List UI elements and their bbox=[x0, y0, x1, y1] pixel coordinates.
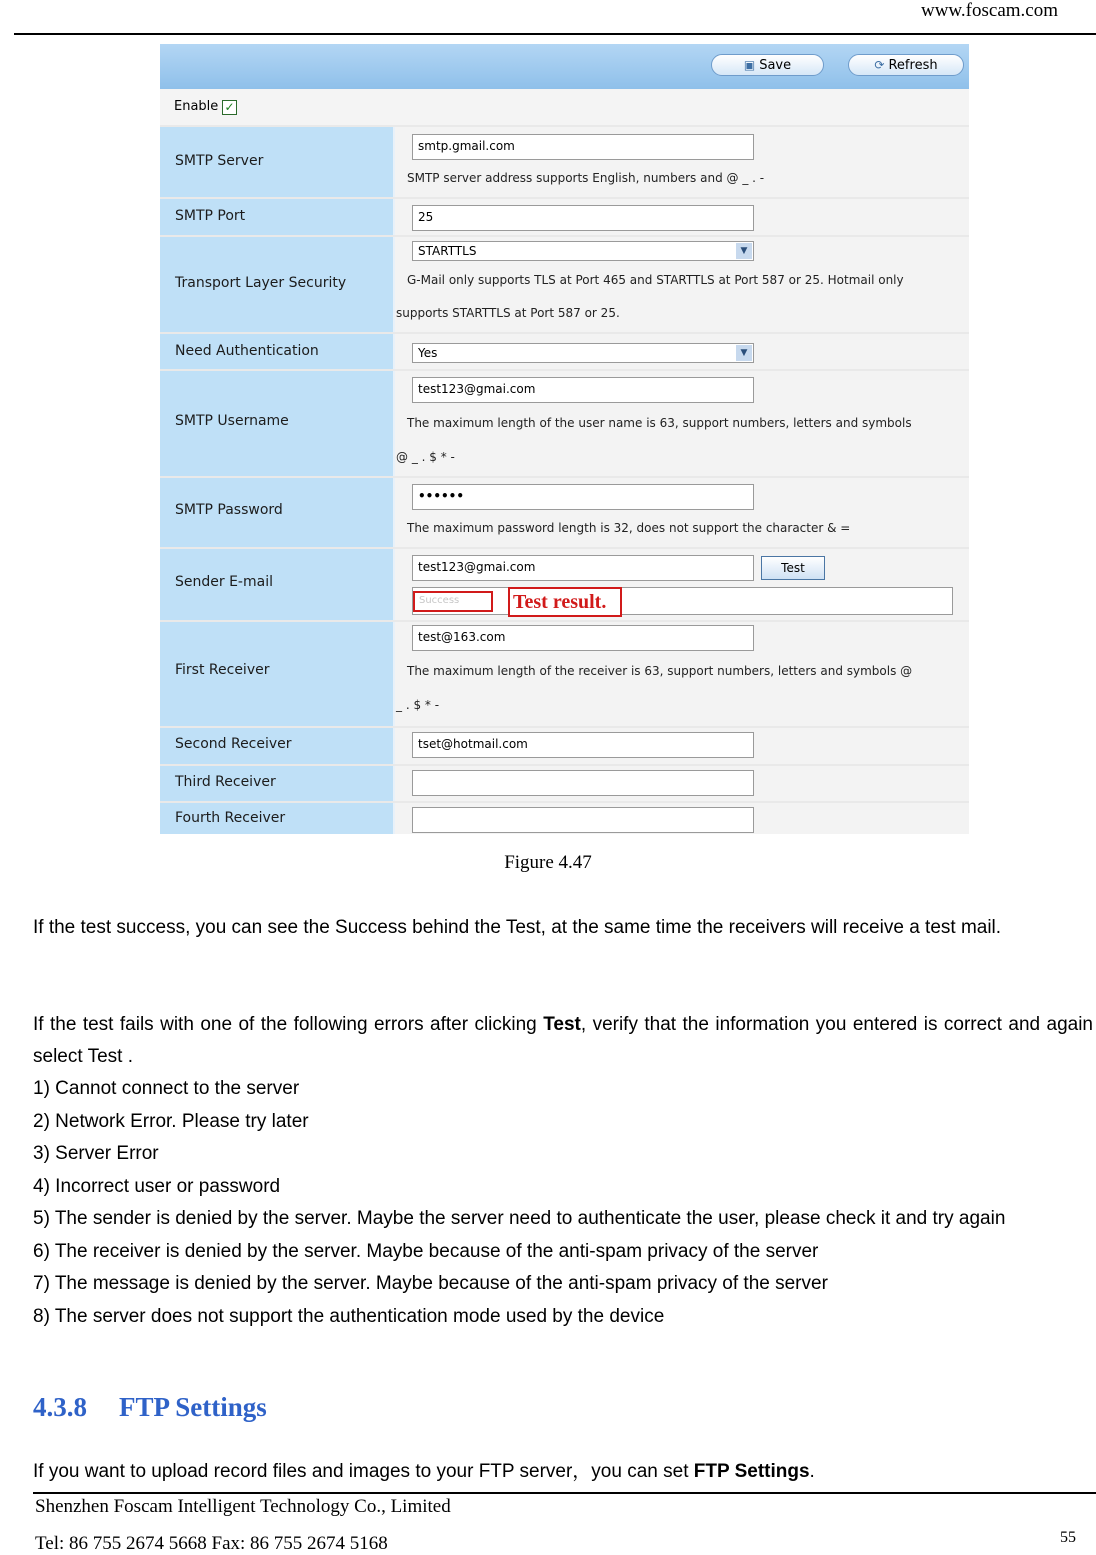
test-result-box bbox=[412, 587, 953, 615]
first-receiver-hint-line1: The maximum length of the receiver is 63, support numbers, letters and symbols @ bbox=[407, 664, 913, 678]
paragraph-test-fail bbox=[33, 1009, 1093, 1073]
footer-company: Shenzhen Foscam Intelligent Technology Co., Limited bbox=[35, 1496, 451, 1517]
smtp-port-label: SMTP Port bbox=[175, 208, 246, 224]
list-item: 5) The sender is denied by the server. Maybe the server need to authenticate the user, please check it and try again bbox=[33, 1208, 1006, 1229]
list-item: 6) The receiver is denied by the server. Maybe because of the anti-spam privacy of the server bbox=[33, 1240, 819, 1262]
refresh-icon: ⟳ bbox=[874, 58, 885, 72]
second-receiver-row bbox=[160, 726, 969, 764]
smtp-server-hint: SMTP server address supports English, numbers and @ _ . - bbox=[407, 171, 765, 185]
mail-settings-screenshot bbox=[160, 44, 969, 834]
smtp-server-row bbox=[160, 125, 969, 197]
smtp-username-row bbox=[160, 369, 969, 476]
smtp-username-hint-line1: The maximum length of the user name is 63, support numbers, letters and symbols bbox=[407, 416, 912, 430]
save-label: Save bbox=[759, 57, 792, 73]
page-number: 55 bbox=[1060, 1529, 1076, 1546]
section-number: 4.3.8 bbox=[33, 1392, 87, 1422]
paragraph-ftp bbox=[33, 1456, 1093, 1488]
header-url: www.foscam.com bbox=[920, 0, 1058, 21]
sender-email-input[interactable]: test123@gmai.com bbox=[412, 555, 754, 581]
footer-contact: Tel: 86 755 2674 5668 Fax: 86 755 2674 5168 bbox=[35, 1533, 388, 1554]
footer-divider bbox=[33, 1492, 1096, 1494]
test-fail-text-2: , verify that the information you entered is correct and again select Test . bbox=[33, 1014, 1093, 1067]
error-list bbox=[33, 1073, 1093, 1333]
tls-hint-line1: G-Mail only supports TLS at Port 465 and STARTTLS at Port 587 or 25. Hotmail only bbox=[407, 273, 904, 287]
smtp-password-row bbox=[160, 476, 969, 547]
enable-checkbox[interactable]: ✓ bbox=[222, 100, 237, 115]
sender-email-label: Sender E-mail bbox=[175, 574, 273, 590]
ftp-bold: FTP Settings bbox=[693, 1461, 810, 1482]
smtp-port-input[interactable]: 25 bbox=[412, 205, 754, 231]
refresh-button[interactable] bbox=[848, 54, 964, 76]
tls-label: Transport Layer Security bbox=[175, 275, 347, 291]
smtp-username-label: SMTP Username bbox=[175, 413, 289, 429]
smtp-server-input[interactable]: smtp.gmail.com bbox=[412, 134, 754, 160]
need-auth-select-value: Yes bbox=[418, 346, 438, 360]
first-receiver-label: First Receiver bbox=[175, 662, 270, 678]
section-heading bbox=[33, 1392, 267, 1423]
refresh-label: Refresh bbox=[888, 57, 938, 73]
smtp-password-label: SMTP Password bbox=[175, 502, 283, 518]
fourth-receiver-row bbox=[160, 801, 969, 834]
save-button[interactable] bbox=[711, 54, 824, 76]
second-receiver-input[interactable]: tset@hotmail.com bbox=[412, 732, 754, 758]
list-item: 2) Network Error. Please try later bbox=[33, 1110, 309, 1132]
tls-select[interactable] bbox=[412, 241, 754, 261]
tls-row bbox=[160, 235, 969, 332]
fourth-receiver-label: Fourth Receiver bbox=[175, 810, 286, 826]
test-fail-text-1: If the test fails with one of the following errors after clicking bbox=[33, 1014, 544, 1035]
header-divider bbox=[14, 33, 1096, 35]
smtp-username-hint-line2: @ _ . $ * - bbox=[396, 450, 455, 464]
figure-caption: Figure 4.47 bbox=[504, 852, 592, 873]
smtp-server-label: SMTP Server bbox=[175, 153, 264, 169]
need-auth-label: Need Authentication bbox=[175, 343, 319, 359]
save-icon: ▣ bbox=[743, 58, 756, 72]
test-fail-bold: Test bbox=[543, 1014, 581, 1035]
third-receiver-input[interactable] bbox=[412, 770, 754, 796]
success-status: Success bbox=[413, 591, 493, 612]
ftp-text-1: If you want to upload record files and images to your FTP server，you can set bbox=[33, 1461, 694, 1482]
second-receiver-label: Second Receiver bbox=[175, 736, 292, 752]
chevron-down-icon: ▼ bbox=[736, 243, 752, 259]
enable-row bbox=[160, 89, 969, 125]
paragraph-test-success: If the test success, you can see the Success behind the Test, at the same time the receivers will receive a test mail. bbox=[33, 917, 1002, 938]
need-auth-select[interactable] bbox=[412, 343, 754, 363]
chevron-down-icon: ▼ bbox=[736, 345, 752, 361]
sender-email-row bbox=[160, 547, 969, 620]
test-button[interactable]: Test bbox=[761, 556, 825, 580]
enable-label: Enable bbox=[174, 99, 219, 114]
list-item: 7) The message is denied by the server. Maybe because of the anti-spam privacy of the server bbox=[33, 1273, 828, 1294]
third-receiver-row bbox=[160, 764, 969, 801]
ftp-text-2: . bbox=[809, 1461, 815, 1482]
smtp-password-hint: The maximum password length is 32, does not support the character & = bbox=[407, 521, 851, 535]
fourth-receiver-input[interactable] bbox=[412, 807, 754, 833]
first-receiver-row bbox=[160, 620, 969, 726]
list-item: 1) Cannot connect to the server bbox=[33, 1078, 300, 1099]
list-item: 3) Server Error bbox=[33, 1143, 159, 1164]
smtp-password-input[interactable]: •••••• bbox=[412, 484, 754, 510]
first-receiver-input[interactable]: test@163.com bbox=[412, 625, 754, 651]
test-result-annotation: Test result. bbox=[508, 587, 622, 617]
tls-select-value: STARTTLS bbox=[418, 244, 477, 258]
tls-hint-line2: supports STARTTLS at Port 587 or 25. bbox=[396, 306, 620, 320]
third-receiver-label: Third Receiver bbox=[175, 774, 276, 790]
smtp-username-input[interactable]: test123@gmai.com bbox=[412, 377, 754, 403]
section-title: FTP Settings bbox=[119, 1392, 267, 1422]
first-receiver-hint-line2: _ . $ * - bbox=[396, 698, 440, 712]
need-auth-row bbox=[160, 332, 969, 369]
list-item: 4) Incorrect user or password bbox=[33, 1175, 281, 1197]
toolbar bbox=[160, 44, 969, 89]
smtp-port-row bbox=[160, 197, 969, 235]
list-item: 8) The server does not support the authentication mode used by the device bbox=[33, 1305, 665, 1327]
